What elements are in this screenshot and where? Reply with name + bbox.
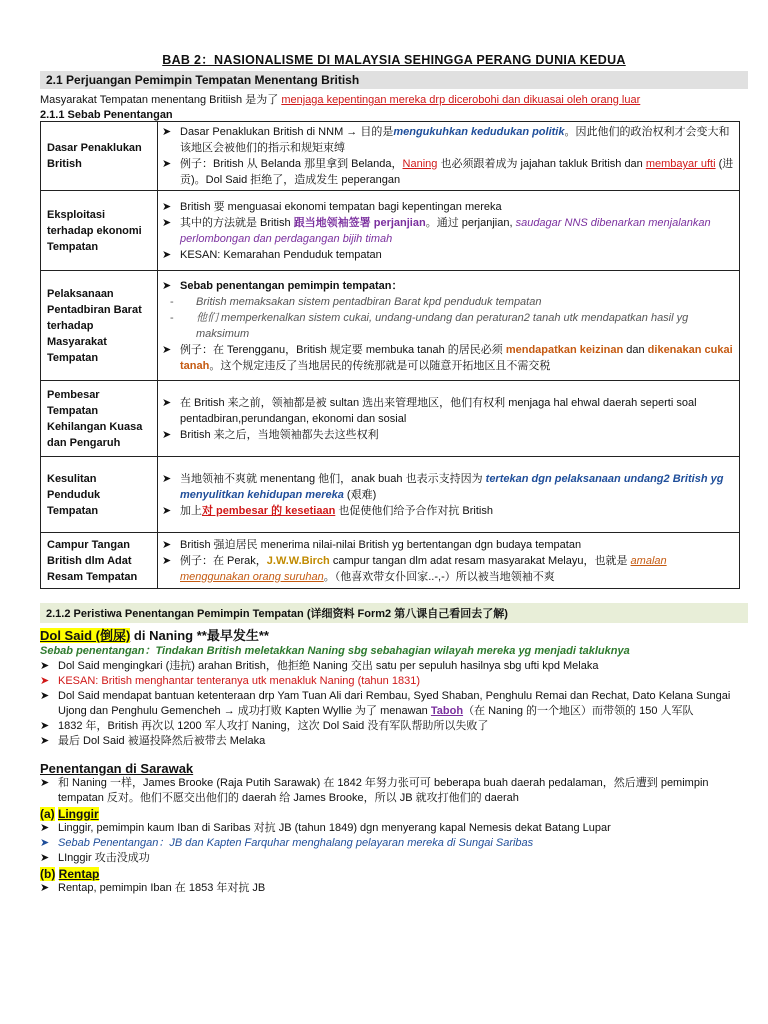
row-content <box>158 191 740 271</box>
row-content <box>158 271 740 381</box>
causes-table <box>40 121 740 589</box>
arrow-right-icon: ➤ <box>162 200 172 213</box>
arrow-right-icon: ➤ <box>40 735 50 747</box>
rentap-heading: (b) Rentap <box>40 867 100 881</box>
intro-line <box>40 93 748 108</box>
document-title: BAB 2：NASIONALISME DI MALAYSIA SEHINGGA PERANG DUNIA KEDUA <box>162 53 626 67</box>
list-item: ➤ Linggir, pemimpin kaum Iban di Saribas 对抗 JB (tahun 1849) dgn menyerang kapal Nemesis dekat Batang Lupar <box>40 822 611 834</box>
list-item: ➤ Dol Said mendapat bantuan ketenteraan drp Yam Tuan Ali dari Rembau, Syed Shaban, Penghulu Remai dan Rechat, Dato Kelana Sungai Ujong dan Penghulu Gemencheh → 成功打败 Kapten Wyllie 为了 menawan Taboh（在 Naning 的一个地区）而带领的 150 人军队 <box>40 690 731 717</box>
table-row <box>41 533 740 589</box>
list-item: ➤ KESAN: British menghantar tenteranya utk menakluk Naning (tahun 1831) <box>40 675 420 687</box>
bullet-item: ➤ 例子：在 Terengganu，British 规定要 membuka tanah 的居民必须 mendapatkan keizinan dan dikenakan cukai tanah。这个规定违反了当地居民的传统那就是可以随意开拓地区且不需交税 <box>162 343 733 372</box>
row-label: Eksploitasi terhadap ekonomi Tempatan <box>41 191 158 271</box>
dash-item: - 他们 memperkenalkan sistem cukai, undang-undang dan peraturan2 tanah utk mendapatkan hasil yg maksimum <box>170 311 689 340</box>
table-row <box>41 191 740 271</box>
linggir-heading: (a) Linggir <box>40 807 99 821</box>
dol-said-heading: Dol Said (倒屎) di Naning **最早发生** <box>40 628 269 643</box>
bullet-item: ➤ 例子：在 Perak，J.W.W.Birch campur tangan dlm adat resam masyarakat Melayu，也就是 amalan menggunakan orang suruhan。（他喜欢带女仆回家..-,-）所以被当地领袖不爽 <box>162 554 667 583</box>
arrow-right-icon: ➤ <box>162 216 172 229</box>
arrow-right-icon: ➤ <box>162 279 172 292</box>
arrow-right-icon: ➤ <box>40 675 50 687</box>
arrow-right-icon: ➤ <box>162 248 172 261</box>
table-row <box>41 381 740 457</box>
table-row <box>41 122 740 191</box>
bullet-item: ➤ British 强迫居民 menerima nilai-nilai British yg bertentangan dgn budaya tempatan <box>162 538 582 551</box>
bullet-item: ➤ 当地领袖不爽就 menentang 他们，anak buah 也表示支持因为 tertekan dgn pelaksanaan undang2 British yg menyulitkan kehidupan mereka (艰难) <box>162 472 724 501</box>
table-row <box>41 457 740 533</box>
sarawak-heading: Penentangan di Sarawak <box>40 761 194 776</box>
arrow-right-icon: ➤ <box>162 158 172 170</box>
arrow-right-icon: ➤ <box>162 396 172 409</box>
list-item: ➤ 1832 年，British 再次以 1200 军人攻打 Naning，这次 Dol Said 没有军队帮助所以失败了 <box>40 720 489 732</box>
bullet-item: ➤ British 要 menguasai ekonomi tempatan bagi kepentingan mereka <box>162 200 502 213</box>
section-2-1-2-heading: 2.1.2 Peristiwa Penentangan Pemimpin Tempatan (详细资料 Form2 第八课自己看回去了解) <box>40 603 748 623</box>
table-row <box>41 271 740 381</box>
arrow-right-icon: ➤ <box>40 720 50 732</box>
list-item: ➤ Rentap, pemimpin Iban 在 1853 年对抗 JB <box>40 882 266 894</box>
arrow-right-icon: ➤ <box>162 126 172 138</box>
row-label: Dasar Penaklukan British <box>41 122 158 191</box>
row-label: Campur Tangan British dlm Adat Resam Tempatan <box>41 533 158 589</box>
list-item: ➤ LInggir 攻击没成功 <box>40 852 150 864</box>
document-page <box>40 0 748 896</box>
arrow-right-icon: ➤ <box>40 837 50 849</box>
row-label: Kesulitan Penduduk Tempatan <box>41 457 158 533</box>
arrow-right-icon: ➤ <box>162 554 172 567</box>
arrow-right-icon: ➤ <box>40 822 50 834</box>
arrow-right-icon: ➤ <box>162 504 172 517</box>
arrow-right-icon: ➤ <box>40 777 50 789</box>
row-content <box>158 381 740 457</box>
subsection-2-1-1-heading: 2.1.1 Sebab Penentangan <box>40 109 173 121</box>
intro-text: Masyarakat Tempatan menentang Britiish 是为了 <box>40 94 279 106</box>
row-content <box>158 457 740 533</box>
list-item: ➤ Sebab Penentangan：JB dan Kapten Farquhar menghalang pelayaran mereka di Sungai Saribas <box>40 837 534 849</box>
bullet-item: ➤ Dasar Penaklukan British di NNM → 目的是mengukuhkan kedudukan politik。因此他们的政治权利才会变大和该地区会被他们的指示和规矩束缚 <box>162 126 730 154</box>
row-content <box>158 533 740 589</box>
section-2-1-heading: 2.1 Perjuangan Pemimpin Tempatan Menentang British <box>40 71 748 89</box>
list-item: ➤ Dol Said mengingkari (违抗) arahan British，他拒绝 Naning 交出 satu per sepuluh hasilnya sbg ufti kpd Melaka <box>40 660 599 672</box>
bullet-item: ➤ 加上对 pembesar 的 kesetiaan 也促使他们给予合作对抗 British <box>162 504 493 517</box>
bullet-item: ➤ KESAN: Kemarahan Penduduk tempatan <box>162 248 382 261</box>
bullet-item: ➤ Sebab penentangan pemimpin tempatan： <box>162 279 403 292</box>
arrow-right-icon: ➤ <box>162 428 172 441</box>
bullet-item: ➤ British 来之后，当地领袖都失去这些权利 <box>162 428 379 441</box>
arrow-right-icon: ➤ <box>162 538 172 551</box>
row-label: Pelaksanaan Pentadbiran Barat terhadap Masyarakat Tempatan <box>41 271 158 381</box>
row-content <box>158 122 740 191</box>
bullet-item: ➤ 在 British 来之前，领袖都是被 sultan 选出来管理地区，他们有权利 menjaga hal ehwal daerah seperti soal pentadbiran,perundangan, ekonomi dan sosial <box>162 396 697 425</box>
intro-highlight: menjaga kepentingan mereka drp dicerobohi dan dikuasai oleh orang luar <box>281 94 641 106</box>
row-label: Pembesar Tempatan Kehilangan Kuasa dan Pengaruh <box>41 381 158 457</box>
arrow-right-icon: ➤ <box>40 660 50 672</box>
bullet-item: ➤ 其中的方法就是 British 跟当地领袖签署 perjanjian。通过 perjanjian, saudagar NNS dibenarkan menjalankan perlombongan dan perdagangan bijih timah <box>162 216 711 245</box>
arrow-right-icon: ➤ <box>162 472 172 485</box>
arrow-right-icon: ➤ <box>162 343 172 356</box>
list-item: ➤ 最后 Dol Said 被逼投降然后被带去 Melaka <box>40 735 266 747</box>
dash-item: - British memaksakan sistem pentadbiran Barat kpd penduduk tempatan <box>170 295 542 308</box>
list-item: ➤ 和 Naning 一样，James Brooke (Raja Putih Sarawak) 在 1842 年努力张可可 beberapa buah daerah pedalaman，然后遭到 pemimpin tempatan 反对。他们不愿交出他们的 daerah 给 James Brooke，所以 JB 就攻打他们的 daerah <box>40 777 709 804</box>
dol-said-reason: Sebab penentangan：Tindakan British meletakkan Naning sbg sebahagian wilayah mereka yg menjadi takluknya <box>40 645 630 657</box>
bullet-item: ➤ 例子：British 从 Belanda 那里拿到 Belanda，Naning 也必须跟着成为 jajahan takluk British dan membayar ufti (进贡)。Dol Said 拒绝了，造成发生 peperangan <box>162 158 734 186</box>
arrow-right-icon: ➤ <box>40 882 50 894</box>
arrow-right-icon: ➤ <box>40 852 50 864</box>
arrow-right-icon: ➤ <box>40 690 50 702</box>
